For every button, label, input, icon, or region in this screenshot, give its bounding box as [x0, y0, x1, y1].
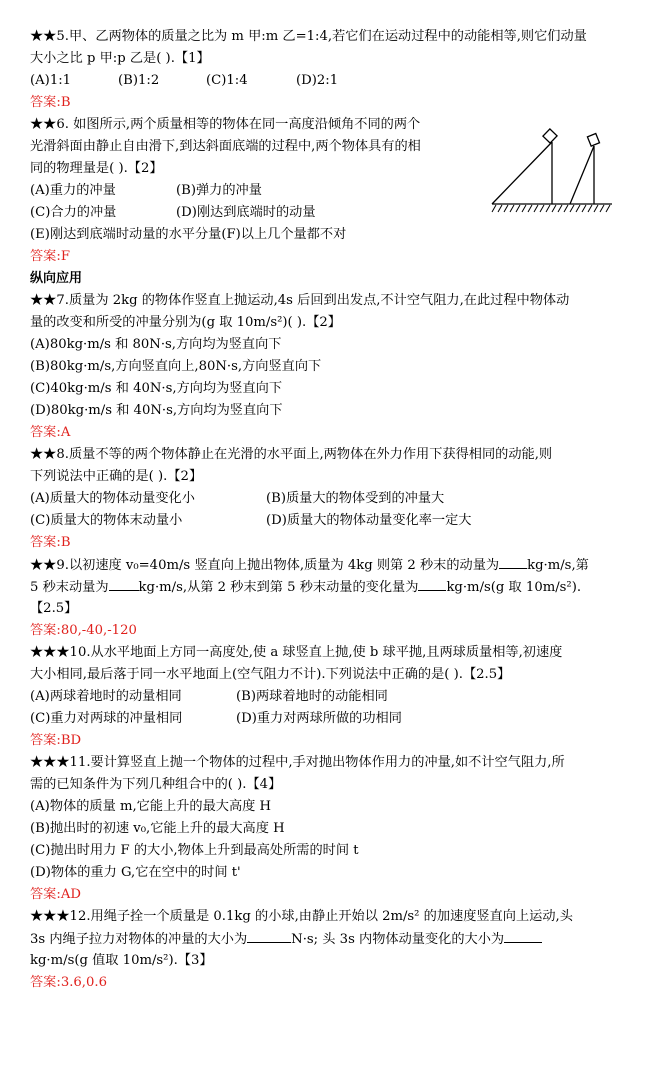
q5-options — [30, 70, 620, 92]
q11-option-d: (D)物体的重力 G,它在空中的时间 t' — [30, 865, 241, 880]
inclined-planes-figure — [490, 128, 615, 214]
q9-text-3: 【2.5】 — [30, 601, 78, 616]
section-title: 纵向应用 — [30, 271, 83, 286]
q12-text-2 — [30, 928, 620, 950]
q12-text-1: ★★★12.用绳子拴一个质量是 0.1kg 的小球,由静止开始以 2m/s² 的加速度竖直向上运动,头 — [30, 909, 573, 924]
q5-option-b: (B)1:2 — [118, 73, 160, 88]
q10-option-c: (C)重力对两球的冲量相同 — [30, 711, 183, 726]
q8-options-row-1 — [30, 488, 620, 510]
q11-text-1: ★★★11.要计算竖直上抛一个物体的过程中,手对抛出物体作用力的冲量,如不计空气阻力,所 — [30, 755, 565, 770]
q8-answer: 答案:B — [30, 535, 71, 550]
q9-blank-2[interactable] — [109, 576, 139, 591]
q7-option-b: (B)80kg·m/s,方向竖直向上,80N·s,方向竖直向下 — [30, 359, 322, 374]
q9-text-1a: ★★9.以初速度 v₀=40m/s 竖直向上抛出物体,质量为 4kg 则第 2 秒末的动量为 — [30, 558, 500, 573]
q6-option-c: (C)合力的冲量 — [30, 205, 117, 220]
q10-text-2: 大小相同,最后落于同一水平地面上(空气阻力不计).下列说法中正确的是( ).【2.5】 — [30, 667, 511, 682]
q7-option-c: (C)40kg·m/s 和 40N·s,方向均为竖直向下 — [30, 381, 283, 396]
q5-option-c: (C)1:4 — [206, 73, 248, 88]
q6-option-ef: (E)刚达到底端时动量的水平分量(F)以上几个量都不对 — [30, 227, 347, 242]
q10-option-b: (B)两球着地时的动能相同 — [236, 689, 388, 704]
q9-blank-3[interactable] — [418, 576, 446, 591]
q11-text-2: 需的已知条件为下列几种组合中的( ).【4】 — [30, 777, 282, 792]
q6-option-b: (B)弹力的冲量 — [176, 183, 262, 198]
q6-text-3: 同的物理量是( ).【2】 — [30, 161, 163, 176]
q9-text-1b: kg·m/s,第 — [527, 558, 589, 573]
q10-options-row-1 — [30, 686, 620, 708]
q6-text-1: ★★6. 如图所示,两个质量相等的物体在同一高度沿倾角不同的两个 — [30, 117, 421, 132]
q10-options-row-2 — [30, 708, 620, 730]
q12-text-2b: N·s; 头 3s 内物体动量变化的大小为 — [291, 932, 505, 947]
q5-answer: 答案:B — [30, 95, 71, 110]
q7-answer: 答案:A — [30, 425, 71, 440]
q7-text-2: 量的改变和所受的冲量分别为(g 取 10m/s²)( ).【2】 — [30, 315, 341, 330]
q9-text-2b: kg·m/s,从第 2 秒末到第 5 秒末动量的变化量为 — [138, 580, 419, 595]
q8-options-row-2 — [30, 510, 620, 532]
q12-text-2a: 3s 内绳子拉力对物体的冲量的大小为 — [30, 932, 248, 947]
q7-option-d: (D)80kg·m/s 和 40N·s,方向均为竖直向下 — [30, 403, 283, 418]
q9-text-2a: 5 秒末动量为 — [30, 580, 109, 595]
q6-answer: 答案:F — [30, 249, 70, 264]
q10-text-1: ★★★10.从水平地面上方同一高度处,使 a 球竖直上抛,使 b 球平抛,且两球质量相等,初速度 — [30, 645, 563, 660]
q12-answer: 答案:3.6,0.6 — [30, 975, 107, 990]
q6-text-2: 光滑斜面由静止自由滑下,到达斜面底端的过程中,两个物体具有的相 — [30, 139, 421, 154]
q12-text-3: kg·m/s(g 值取 10m/s²).【3】 — [30, 953, 213, 968]
q8-text-1: ★★8.质量不等的两个物体静止在光滑的水平面上,两物体在外力作用下获得相同的动能,则 — [30, 447, 553, 462]
incline-2-slope — [570, 146, 594, 204]
q8-option-b: (B)质量大的物体受到的冲量大 — [266, 491, 445, 506]
q6-option-d: (D)刚达到底端时的动量 — [176, 205, 316, 220]
q9-text-1 — [30, 554, 620, 576]
q10-answer: 答案:BD — [30, 733, 82, 748]
q5-text-2: 大小之比 p 甲:p 乙是( ).【1】 — [30, 51, 210, 66]
q7-text-1: ★★7.质量为 2kg 的物体作竖直上抛运动,4s 后回到出发点,不计空气阻力,在此过程中物体动 — [30, 293, 570, 308]
q7-option-a: (A)80kg·m/s 和 80N·s,方向均为竖直向下 — [30, 337, 282, 352]
block-1 — [543, 129, 557, 143]
q9-text-2 — [30, 576, 620, 598]
q9-answer: 答案:80,-40,-120 — [30, 623, 137, 638]
q8-option-a: (A)质量大的物体动量变化小 — [30, 491, 195, 506]
q10-option-d: (D)重力对两球所做的功相同 — [236, 711, 402, 726]
q6-option-a: (A)重力的冲量 — [30, 183, 116, 198]
q5-option-d: (D)2:1 — [296, 73, 339, 88]
q8-option-d: (D)质量大的物体动量变化率一定大 — [266, 513, 472, 528]
block-2 — [587, 133, 599, 146]
q12-blank-1[interactable] — [247, 928, 291, 943]
q9-blank-1[interactable] — [499, 554, 527, 569]
q12-blank-2[interactable] — [504, 928, 542, 943]
q8-option-c: (C)质量大的物体末动量小 — [30, 513, 183, 528]
q11-option-a: (A)物体的质量 m,它能上升的最大高度 H — [30, 799, 272, 814]
incline-1-slope — [492, 142, 552, 204]
q5-text-1: ★★5.甲、乙两物体的质量之比为 m 甲:m 乙=1:4,若它们在运动过程中的动能相等,则它们动量 — [30, 29, 587, 44]
q11-option-c: (C)抛出时用力 F 的大小,物体上升到最高处所需的时间 t — [30, 843, 359, 858]
q5-option-a: (A)1:1 — [30, 73, 72, 88]
ground-hatching — [492, 205, 610, 212]
q9-text-2c: kg·m/s(g 取 10m/s²). — [446, 580, 582, 595]
q11-answer: 答案:AD — [30, 887, 81, 902]
q11-option-b: (B)抛出时的初速 v₀,它能上升的最大高度 H — [30, 821, 285, 836]
q8-text-2: 下列说法中正确的是( ).【2】 — [30, 469, 203, 484]
q10-option-a: (A)两球着地时的动量相同 — [30, 689, 182, 704]
